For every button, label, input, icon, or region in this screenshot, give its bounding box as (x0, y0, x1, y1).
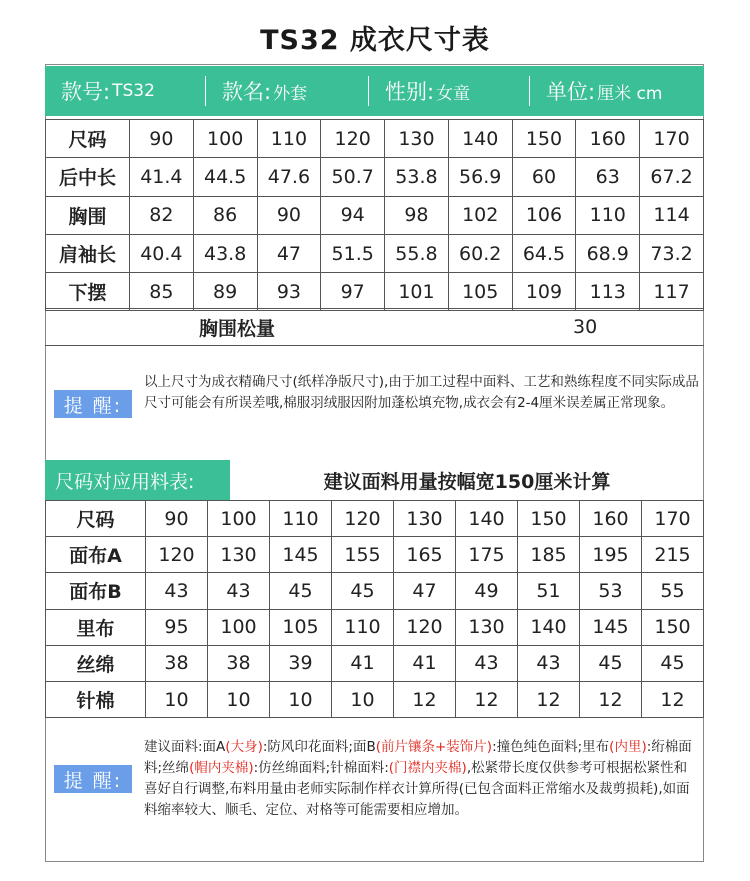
table-cell: 60 (512, 158, 576, 196)
table-cell: 41 (332, 645, 394, 681)
table-cell: 120 (394, 609, 456, 645)
fabric-row (46, 537, 704, 573)
table-cell: 140 (448, 120, 512, 158)
table-cell: 101 (385, 273, 449, 311)
table-cell: 50.7 (321, 158, 385, 196)
highlight-text: (帽内夹棉) (189, 760, 254, 776)
table-cell: 110 (257, 120, 321, 158)
table-cell: 94 (321, 196, 385, 234)
row-label: 丝绵 (46, 645, 146, 681)
style-number-value: TS32 (112, 81, 155, 101)
table-cell: 114 (640, 196, 704, 234)
row-label: 面布A (46, 537, 146, 573)
table-cell: 155 (332, 537, 394, 573)
table-cell: 90 (257, 196, 321, 234)
table-cell: 89 (193, 273, 257, 311)
unit-cell (530, 66, 700, 116)
table-cell: 130 (394, 501, 456, 537)
fabric-table (45, 500, 704, 718)
gender-label: 性别: (385, 80, 435, 104)
fabric-reminder-text (144, 737, 700, 821)
table-cell: 73.2 (640, 234, 704, 272)
fabric-section-title: 建议面料用量按幅宽150厘米计算 (323, 470, 611, 493)
style-number-label: 款号: (61, 80, 111, 104)
table-cell: 195 (580, 537, 642, 573)
table-cell: 41 (394, 645, 456, 681)
table-cell: 120 (146, 537, 208, 573)
fabric-row (46, 681, 704, 717)
unit-label: 单位: (546, 80, 596, 104)
table-cell: 39 (270, 645, 332, 681)
table-cell: 110 (332, 609, 394, 645)
table-cell: 165 (394, 537, 456, 573)
fabric-row (46, 501, 704, 537)
style-name-label: 款名: (222, 80, 272, 104)
table-cell: 68.9 (576, 234, 640, 272)
table-cell: 130 (456, 609, 518, 645)
table-cell: 38 (146, 645, 208, 681)
chest-ease-row (45, 308, 704, 346)
table-cell: 60.2 (448, 234, 512, 272)
table-cell: 105 (270, 609, 332, 645)
table-cell: 113 (576, 273, 640, 311)
table-cell: 150 (642, 609, 704, 645)
style-name-value: 外套 (273, 83, 308, 104)
table-cell: 47 (257, 234, 321, 272)
table-cell: 120 (332, 501, 394, 537)
size-row (46, 273, 704, 311)
table-cell: 49 (456, 573, 518, 609)
table-cell: 160 (580, 501, 642, 537)
table-cell: 53 (580, 573, 642, 609)
table-cell: 55.8 (385, 234, 449, 272)
chest-ease-value: 30 (573, 316, 598, 338)
row-label: 胸围 (46, 196, 130, 234)
table-cell: 43.8 (193, 234, 257, 272)
table-cell: 12 (642, 681, 704, 717)
table-cell: 97 (321, 273, 385, 311)
fabric-row (46, 645, 704, 681)
table-cell: 55 (642, 573, 704, 609)
table-cell: 140 (518, 609, 580, 645)
table-cell: 43 (518, 645, 580, 681)
table-cell: 105 (448, 273, 512, 311)
table-cell: 117 (640, 273, 704, 311)
table-cell: 51 (518, 573, 580, 609)
note-text: :绗棉面料;丝绵 (144, 739, 692, 776)
page-title: TS32 成衣尺寸表 (260, 25, 490, 56)
table-cell: 40.4 (130, 234, 194, 272)
table-cell: 130 (385, 120, 449, 158)
highlight-text: (前片镶条+装饰片) (375, 739, 493, 755)
note-text: :撞色纯色面料;里布 (492, 739, 610, 755)
table-cell: 85 (130, 273, 194, 311)
table-cell: 10 (208, 681, 270, 717)
table-cell: 51.5 (321, 234, 385, 272)
table-cell: 160 (576, 120, 640, 158)
note-text: 建议面料:面A (144, 739, 226, 755)
size-row (46, 196, 704, 234)
table-cell: 95 (146, 609, 208, 645)
table-cell: 12 (456, 681, 518, 717)
table-cell: 86 (193, 196, 257, 234)
table-cell: 98 (385, 196, 449, 234)
table-cell: 100 (208, 609, 270, 645)
header-bar (45, 66, 704, 116)
table-cell: 110 (270, 501, 332, 537)
table-cell: 63 (576, 158, 640, 196)
table-cell: 106 (512, 196, 576, 234)
table-cell: 12 (580, 681, 642, 717)
table-cell: 12 (518, 681, 580, 717)
row-label: 尺码 (46, 120, 130, 158)
table-cell: 45 (270, 573, 332, 609)
table-cell: 10 (146, 681, 208, 717)
note-text: :防风印花面料;面B (262, 739, 376, 755)
row-label: 面布B (46, 573, 146, 609)
row-label: 里布 (46, 609, 146, 645)
table-cell: 109 (512, 273, 576, 311)
table-cell: 44.5 (193, 158, 257, 196)
table-cell: 47 (394, 573, 456, 609)
note-text: ,松紧带长度仅供参考可根据松紧性和喜好自行调整,布料用量由老师实际制作样衣计算所得(已包含面料正常缩水及裁剪损耗),如面料缩率较大、顺毛、定位、对格等可能需要相应增加。 (144, 760, 690, 818)
table-cell: 45 (580, 645, 642, 681)
fabric-row (46, 609, 704, 645)
table-cell: 110 (576, 196, 640, 234)
unit-value: 厘米 cm (597, 83, 663, 104)
table-cell: 43 (146, 573, 208, 609)
table-cell: 140 (456, 501, 518, 537)
chest-ease-label: 胸围松量 (199, 317, 276, 340)
size-row (46, 158, 704, 196)
table-cell: 45 (332, 573, 394, 609)
table-cell: 90 (130, 120, 194, 158)
highlight-text: (门襟内夹棉) (388, 760, 467, 776)
gender-value: 女童 (436, 83, 471, 104)
style-number-cell (45, 66, 205, 116)
table-cell: 47.6 (257, 158, 321, 196)
table-cell: 56.9 (448, 158, 512, 196)
reminder-text: 以上尺寸为成衣精确尺寸(纸样净版尺寸),由于加工过程中面料、工艺和熟练程度不同实际成品尺寸可能会有所误差哦,棉服羽绒服因附加蓬松填充物,成衣会有2-4厘米误差属正常现象。 (144, 374, 699, 411)
table-cell: 67.2 (640, 158, 704, 196)
fabric-section-label: 尺码对应用料表: (45, 460, 230, 500)
table-cell: 43 (456, 645, 518, 681)
table-cell: 38 (208, 645, 270, 681)
table-cell: 185 (518, 537, 580, 573)
table-cell: 41.4 (130, 158, 194, 196)
row-label: 肩袖长 (46, 234, 130, 272)
table-cell: 43 (208, 573, 270, 609)
size-row (46, 120, 704, 158)
table-cell: 90 (146, 501, 208, 537)
table-cell: 45 (642, 645, 704, 681)
table-cell: 215 (642, 537, 704, 573)
highlight-text: (大身) (225, 739, 263, 755)
reminder-badge-2: 提 醒: (54, 765, 132, 793)
row-label: 下摆 (46, 273, 130, 311)
table-cell: 120 (321, 120, 385, 158)
table-cell: 64.5 (512, 234, 576, 272)
table-cell: 10 (332, 681, 394, 717)
table-cell: 145 (580, 609, 642, 645)
reminder-badge: 提 醒: (54, 390, 132, 418)
row-label: 后中长 (46, 158, 130, 196)
row-label: 尺码 (46, 501, 146, 537)
table-cell: 175 (456, 537, 518, 573)
table-cell: 82 (130, 196, 194, 234)
table-cell: 170 (640, 120, 704, 158)
gender-cell (369, 66, 529, 116)
row-label: 针棉 (46, 681, 146, 717)
table-cell: 150 (518, 501, 580, 537)
highlight-text: (内里) (609, 739, 647, 755)
size-table (45, 119, 704, 311)
table-cell: 100 (193, 120, 257, 158)
size-row (46, 234, 704, 272)
table-cell: 145 (270, 537, 332, 573)
table-cell: 170 (642, 501, 704, 537)
table-cell: 102 (448, 196, 512, 234)
table-cell: 130 (208, 537, 270, 573)
table-cell: 53.8 (385, 158, 449, 196)
note-text: :仿丝绵面料;针棉面料: (253, 760, 389, 776)
fabric-row (46, 573, 704, 609)
style-name-cell (206, 66, 368, 116)
table-cell: 150 (512, 120, 576, 158)
table-cell: 100 (208, 501, 270, 537)
table-cell: 10 (270, 681, 332, 717)
table-cell: 93 (257, 273, 321, 311)
table-cell: 12 (394, 681, 456, 717)
